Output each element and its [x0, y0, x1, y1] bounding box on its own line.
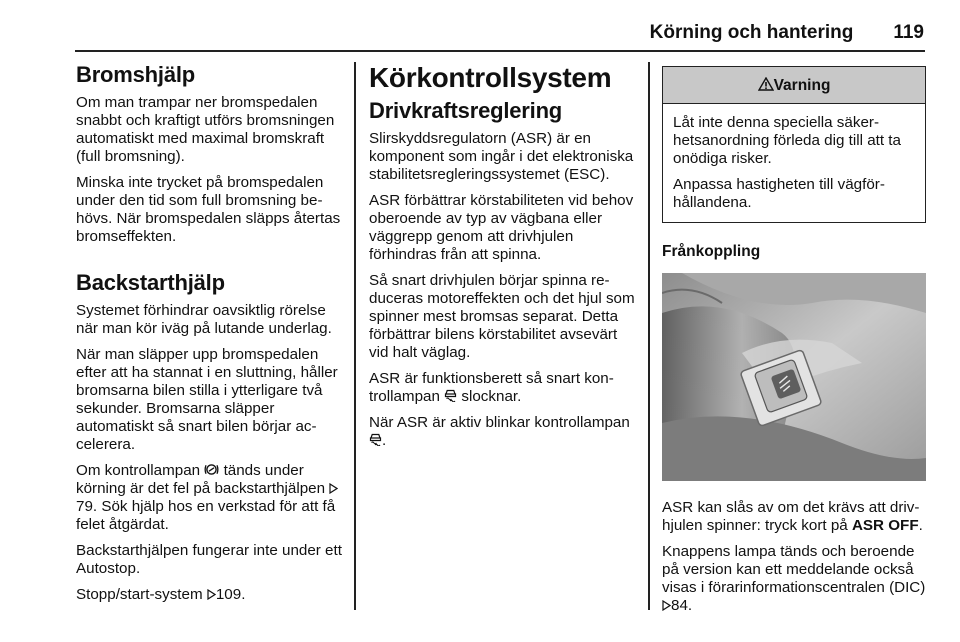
- paragraph-warning-lamp: Om kontrollampan tänds under körning är det fel på backstarthjälpen 79. Sök hjälp hos en verkstad för att få felet åtgärdat.: [76, 462, 344, 534]
- heading-bromshjalp: Bromshjälp: [76, 62, 196, 87]
- warning-header: [663, 67, 925, 104]
- heading-frankoppling: Frånkoppling: [662, 243, 761, 260]
- asr-skid-car-icon: [369, 432, 382, 448]
- paragraph-asr-lamp: ASR är funktionsberett så snart kontrollampan slocknar.: [369, 370, 614, 405]
- paragraph: Backstarthjälpen fungerar inte under ett Autostop.: [76, 542, 342, 577]
- hill-hold-warning-lamp-icon: [204, 463, 219, 478]
- page-header: [650, 22, 924, 44]
- paragraph: Så snart drivhjulen börjar spinna reduceras motoreffekten och det hjul som spinner mest bromsas separat. Detta förbättrar bilens körstabilitet avsevärt vid halt väglag.: [369, 272, 635, 361]
- asr-skid-car-icon: [444, 388, 457, 404]
- paragraph: ASR förbättrar körstabiliteten vid behov oberoende av typ av vägbana eller väggrepp genom att drivhjulen förhindras från att spinna.: [369, 192, 634, 263]
- page-number: 119: [893, 22, 924, 43]
- warning-text: Anpassa hastigheten till vägförhållandena.: [673, 176, 885, 211]
- header-divider: [75, 50, 925, 52]
- paragraph: Slirskyddsregulatorn (ASR) är en komponent som ingår i det elektroniska stabilitetsregleringssystemet (ESC).: [369, 130, 634, 183]
- paragraph: När man släpper upp bromspedalen efter att ha stannat i en sluttning, håller bromsarna bilen stilla i ytterligare två sekunder. Bromsarna släpper automatiskt så snart bilen börjar accelerera.: [76, 346, 338, 453]
- heading-backstarthjalp: Backstarthjälp: [76, 270, 225, 295]
- warning-triangle-icon: [758, 77, 774, 93]
- paragraph-asr-off: ASR kan slås av om det krävs att drivhjulen spinner: tryck kort på ASR OFF.: [662, 499, 923, 534]
- column-divider-1: [354, 62, 356, 610]
- warning-text: Låt inte denna speciella säkerhetsanordning förleda dig till att ta onödiga risker.: [673, 114, 901, 167]
- column-2: [369, 62, 637, 458]
- page-reference[interactable]: 79: [76, 498, 93, 515]
- column-3: [662, 62, 926, 623]
- heading-drivkraftsreglering: Drivkraftsreglering: [369, 98, 563, 123]
- paragraph-reference: Stopp/start-system 109.: [76, 586, 246, 603]
- column-divider-2: [648, 62, 650, 610]
- paragraph-reference: Knappens lampa tänds och beroende på version kan ett meddelande också visas i förarinformationscentralen (DIC) 84.: [662, 543, 926, 614]
- reference-triangle-icon: [329, 482, 338, 496]
- reference-triangle-icon: [207, 588, 216, 602]
- page-reference[interactable]: 84: [671, 597, 688, 614]
- reference-triangle-icon: [662, 599, 671, 613]
- heading-korkontrollsystem: Körkontrollsystem: [369, 62, 612, 93]
- paragraph: Systemet förhindrar oavsiktlig rörelse när man kör iväg på lutande underlag.: [76, 302, 332, 337]
- paragraph-asr-blink: När ASR är aktiv blinkar kontrollampan .: [369, 414, 630, 449]
- page-reference[interactable]: 109: [215, 586, 242, 603]
- paragraph: Minska inte trycket på bromspedalen under den tid som full bromsning behövs. När bromspedalen släpps återtas bromseffekten.: [76, 174, 341, 245]
- warning-title: Varning: [773, 77, 831, 94]
- asr-off-button-label: ASR OFF: [851, 517, 919, 534]
- column-1: [76, 62, 344, 612]
- chapter-title: Körning och hantering: [649, 22, 854, 43]
- paragraph: Om man trampar ner bromspedalen snabbt och kraftigt utförs bromsningen automatiskt med maximal bromskraft (full bromsning).: [76, 94, 335, 165]
- warning-box: [662, 66, 926, 223]
- asr-off-button-photo: [662, 273, 926, 481]
